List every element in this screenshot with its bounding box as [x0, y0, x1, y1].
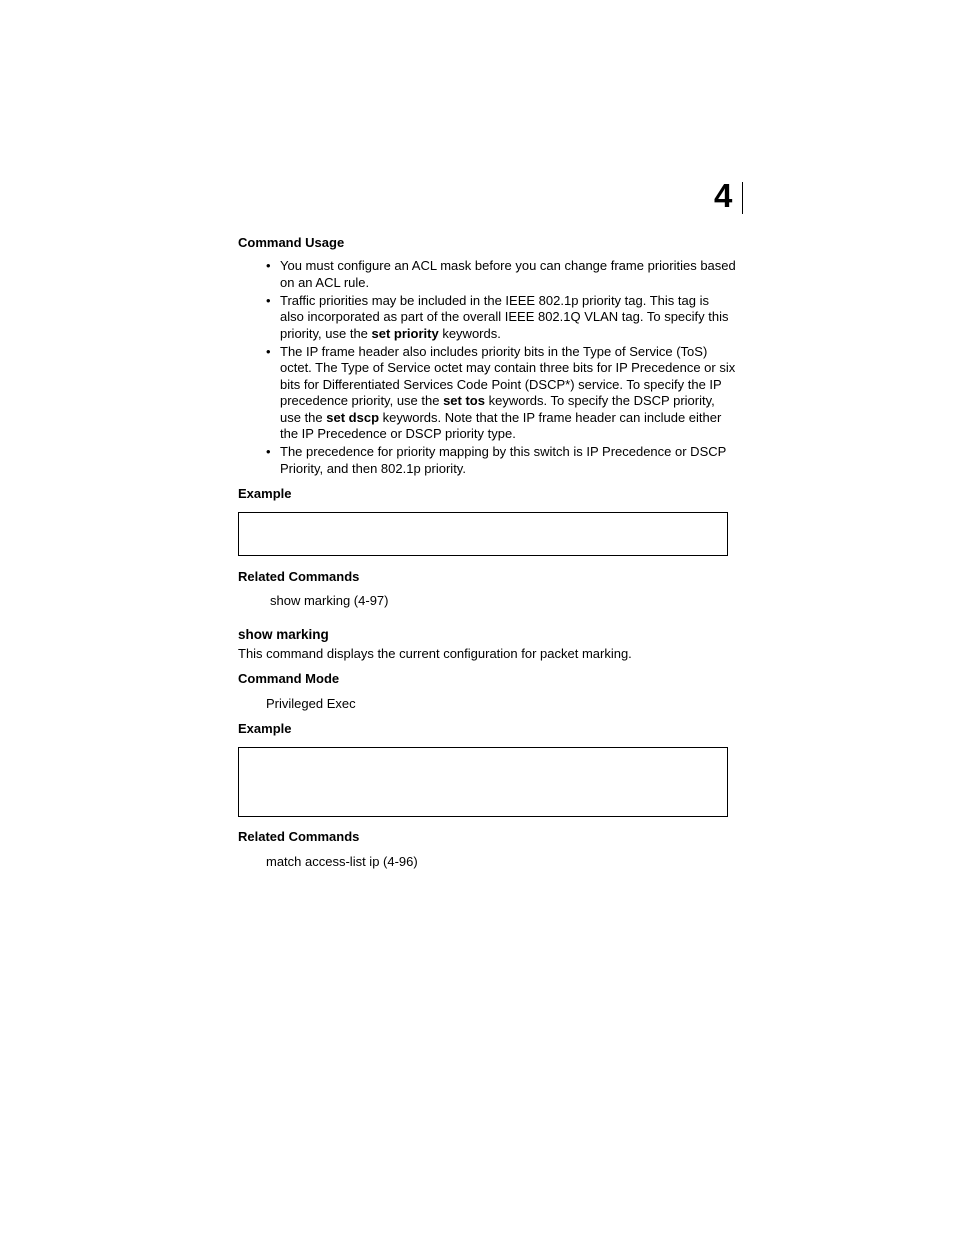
- chapter-tab: [712, 177, 743, 214]
- list-item: • The IP frame header also includes priority bits in the Type of Service (ToS) octet. The Type of Service octet may contain three bits for IP Precedence or six bits for Differentiated Services Code Point (DSCP*) service. To specify the IP precedence priority, use the set tos keywords. To specify the DSCP priority, use the set dscp keywords. Note that the IP frame header can include either the IP Precedence or DSCP priority type.: [266, 343, 736, 441]
- command-title: show marking: [238, 627, 329, 642]
- keyword-set-tos: set tos: [443, 393, 485, 408]
- command-mode-heading: Command Mode: [238, 671, 340, 686]
- example-heading: Example: [238, 486, 292, 501]
- keyword-set-priority: set priority: [371, 325, 439, 341]
- related-commands-heading: Related Commands: [238, 829, 360, 844]
- list-item: • The precedence for priority mapping by this switch is IP Precedence or DSCP Priority, and then 802.1p priority.: [266, 444, 727, 476]
- example-code-box: [238, 512, 728, 556]
- list-item: • Traffic priorities may be included in the IEEE 802.1p priority tag. This tag is also incorporated as part of the overall IEEE 802.1Q VLAN tag. To specify this priority, use the set priority keywords.: [266, 292, 729, 341]
- command-usage-list: [266, 258, 736, 479]
- example-heading: Example: [238, 721, 292, 736]
- command-description: This command displays the current configuration for packet marking.: [238, 646, 632, 661]
- list-item: • You must configure an ACL mask before you can change frame priorities based on an ACL rule.: [266, 258, 736, 290]
- related-command-link: show marking (4-97): [270, 593, 389, 608]
- example-code-box: [238, 747, 728, 817]
- related-commands-heading: Related Commands: [238, 569, 360, 584]
- command-mode-value: Privileged Exec: [266, 696, 356, 711]
- chapter-number: 4: [714, 177, 733, 214]
- keyword-set-dscp: set dscp: [326, 409, 380, 425]
- command-usage-heading: Command Usage: [238, 235, 345, 250]
- related-command-link: match access-list ip (4-96): [266, 854, 418, 869]
